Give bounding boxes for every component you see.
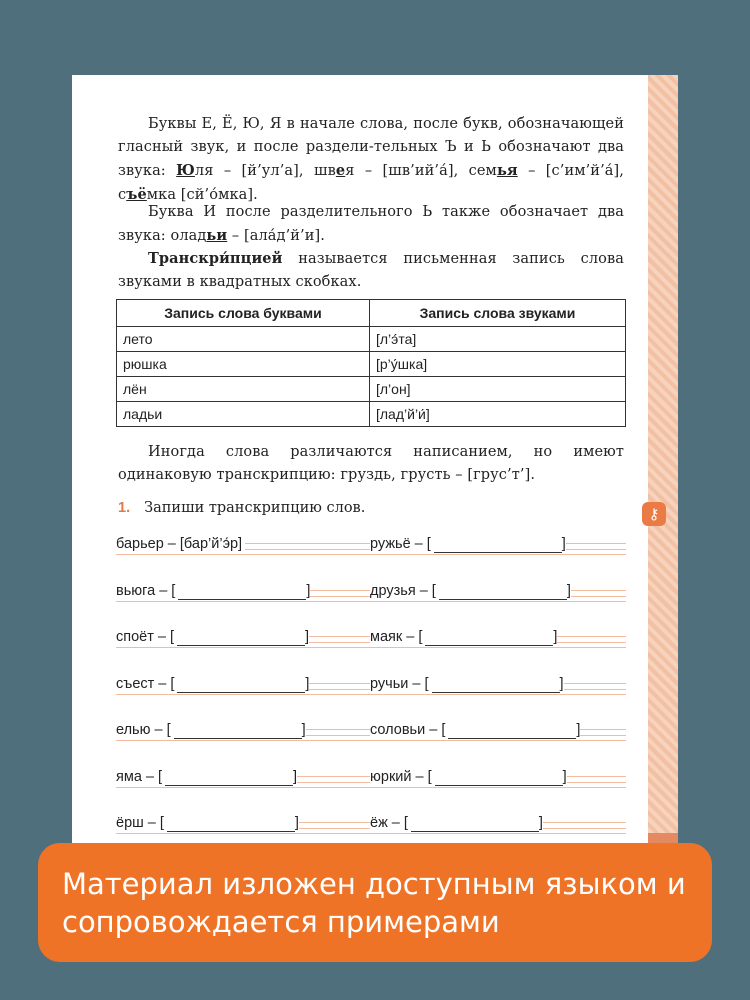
table-row bbox=[117, 327, 626, 352]
answer-slot[interactable] bbox=[432, 676, 560, 693]
word-syest: съест – [ ] bbox=[116, 676, 310, 692]
table-row bbox=[117, 402, 626, 427]
exercise-row bbox=[116, 814, 626, 834]
word-yama: яма – [ ] bbox=[116, 769, 298, 785]
banner-text: Материал изложен доступным языком и сопровождается примерами bbox=[62, 867, 686, 939]
answer-slot[interactable] bbox=[434, 536, 562, 553]
word-druzya: друзья – [ ] bbox=[370, 583, 571, 599]
page-edge-stripe bbox=[648, 75, 678, 855]
answer-slot[interactable] bbox=[448, 722, 576, 739]
word-yorsh: ёрш – [ ] bbox=[116, 815, 299, 831]
promo-banner bbox=[38, 843, 712, 962]
answer-slot[interactable] bbox=[165, 769, 293, 786]
table-row bbox=[117, 377, 626, 402]
key-icon[interactable]: ⚷ bbox=[642, 502, 666, 526]
word-yurkiy: юркий – [ ] bbox=[370, 769, 567, 785]
answer-slot[interactable] bbox=[425, 629, 553, 646]
answer-slot[interactable] bbox=[439, 583, 567, 600]
table-cell: ладьи bbox=[117, 402, 370, 427]
exercise-row bbox=[116, 535, 626, 555]
task-text: Запиши транскрипцию слов. bbox=[144, 500, 366, 516]
answer-slot[interactable] bbox=[177, 676, 305, 693]
table-header: Запись слова звуками bbox=[370, 300, 626, 327]
table-cell: лето bbox=[117, 327, 370, 352]
word-mayak: маяк – [ ] bbox=[370, 629, 558, 645]
table-cell: [лад’й’и́] bbox=[370, 402, 626, 427]
answer-slot[interactable] bbox=[174, 722, 302, 739]
task-number: 1. bbox=[118, 500, 131, 516]
table-cell: [л’э́та] bbox=[370, 327, 626, 352]
answer-slot[interactable] bbox=[178, 583, 306, 600]
table-header: Запись слова буквами bbox=[117, 300, 370, 327]
table-cell: лён bbox=[117, 377, 370, 402]
word-spoyot: споёт – [ ] bbox=[116, 629, 310, 645]
word-elyu: елью – [ ] bbox=[116, 722, 306, 738]
task-heading bbox=[118, 500, 365, 516]
answer-slot[interactable] bbox=[435, 769, 563, 786]
word-vyuga: вьюга – [ ] bbox=[116, 583, 311, 599]
word-ruchyi: ручьи – [ ] bbox=[370, 676, 564, 692]
rule-paragraph-2: Буква И после разделительного Ь также обозначает два звука: оладьи – [ала́д’й’и]. bbox=[118, 204, 624, 244]
word-yozh: ёж – [ ] bbox=[370, 815, 543, 831]
table-row bbox=[117, 352, 626, 377]
exercise-row bbox=[116, 582, 626, 602]
table-header-row bbox=[117, 300, 626, 327]
exercise-row bbox=[116, 721, 626, 741]
rule-paragraph-1: Буквы Е, Ё, Ю, Я в начале слова, после букв, обозначающей гласный звук, и после раздели-тельных Ъ и Ь обозначают два звука: Юля – [й’ул’а], швея – [шв’ий’а́], семья – [с’им’й’а́], съёмка [сй’о́мка]. bbox=[118, 116, 624, 203]
table-cell: [р’у́шка] bbox=[370, 352, 626, 377]
example-answer: барьер – [бар’й’э́р] bbox=[116, 535, 245, 553]
exercise-row bbox=[116, 675, 626, 695]
table-cell: [л’он] bbox=[370, 377, 626, 402]
word-solovyi: соловьи – [ ] bbox=[370, 722, 581, 738]
transcription-table bbox=[116, 299, 626, 427]
word-ruzhyo: ружьё – [ ] bbox=[370, 536, 566, 552]
answer-slot[interactable] bbox=[177, 629, 305, 646]
rule-paragraph-3: Транскри́пцией называется письменная запись слова звуками в квадратных скобках. bbox=[118, 250, 624, 290]
answer-slot[interactable] bbox=[167, 815, 295, 832]
note-paragraph: Иногда слова различаются написанием, но имеют одинаковую транскрипцию: груздь, грусть – [грус’т’]. bbox=[118, 444, 624, 483]
exercise-row bbox=[116, 768, 626, 788]
exercise-row bbox=[116, 628, 626, 648]
answer-slot[interactable] bbox=[411, 815, 539, 832]
table-cell: рюшка bbox=[117, 352, 370, 377]
